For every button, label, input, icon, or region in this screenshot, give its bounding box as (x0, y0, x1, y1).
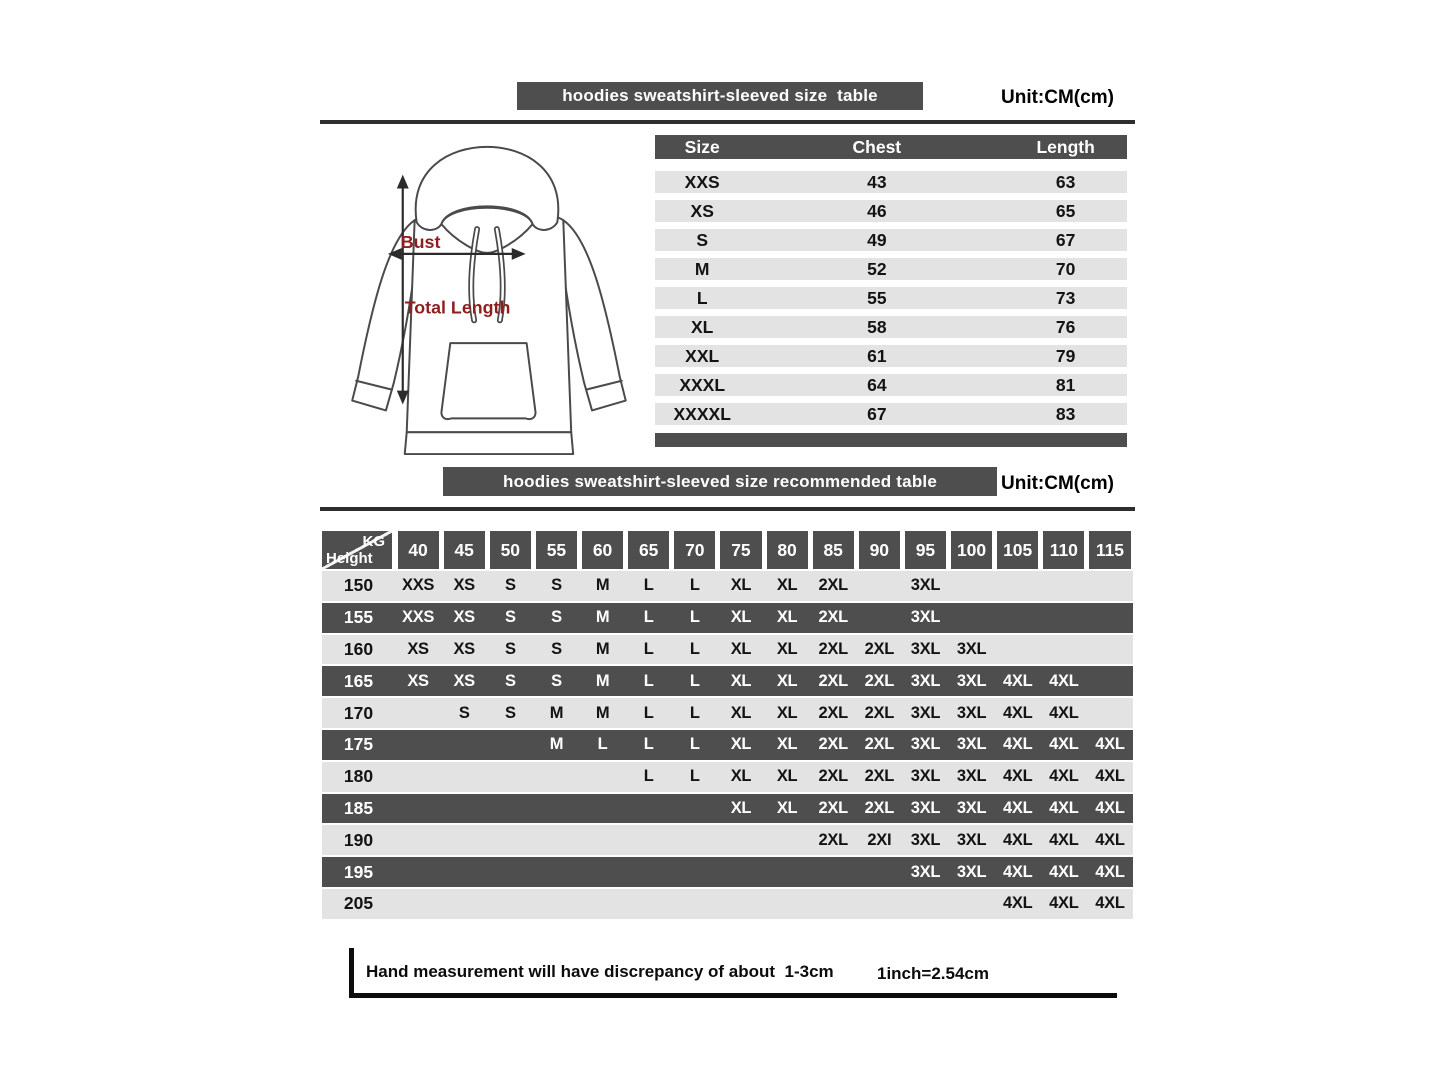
size-table-cell-chest: 49 (867, 229, 887, 250)
matrix-size-cell: XL (776, 735, 798, 754)
size-table-cell-size: S (696, 229, 709, 250)
matrix-weight-cell (902, 531, 948, 569)
kg-label: KG (362, 533, 385, 550)
size-table-row (655, 345, 1127, 367)
matrix-size-cell: 4XL (1003, 862, 1033, 881)
matrix-size-cell: XL (730, 703, 752, 722)
matrix-size-cell: XXS (402, 576, 435, 595)
matrix-size-cell: M (549, 735, 564, 754)
size-table-cell-length: 67 (1055, 229, 1076, 250)
matrix-size-cell: XL (776, 576, 798, 595)
matrix-size-cell: S (458, 703, 470, 722)
size-table-row (655, 403, 1127, 425)
size-table-cell-chest: 67 (867, 403, 887, 424)
matrix-height-cell: 150 (343, 575, 374, 596)
matrix-size-cell: 4XL (1095, 830, 1125, 849)
matrix-size-cell: 4XL (1049, 767, 1079, 786)
size-table-title: hoodies sweatshirt-sleeved size table (562, 86, 878, 105)
matrix-size-cell: 2XL (864, 798, 894, 817)
matrix-size-cell: S (551, 639, 562, 658)
matrix-size-cell: 3XL (956, 735, 987, 754)
matrix-weight-cell (718, 531, 764, 569)
matrix-size-cell: 4XL (1049, 703, 1079, 722)
matrix-size-cell: 2XL (864, 639, 894, 658)
size-table-cell-length: 79 (1055, 345, 1076, 366)
size-table-cell-chest: 46 (867, 200, 887, 221)
size-table-cell-length: 81 (1055, 374, 1076, 395)
matrix-weight-value: 90 (859, 531, 900, 569)
matrix-weight-cell (487, 531, 533, 569)
matrix-size-cell: 4XL (1049, 862, 1079, 881)
matrix-size-cell: S (551, 576, 562, 595)
matrix-size-cell: 3XL (956, 862, 987, 881)
matrix-weight-cell (1041, 531, 1087, 569)
matrix-size-cell: 2XL (818, 671, 848, 690)
matrix-size-cell: 2XI (867, 830, 892, 849)
unit-label-top: Unit:CM(cm) (1001, 87, 1114, 108)
height-label: Height (326, 550, 373, 567)
matrix-size-cell: XL (776, 703, 798, 722)
unit-label-bottom: Unit:CM(cm) (1001, 473, 1114, 494)
size-table-cell-size: M (694, 258, 710, 279)
matrix-weight-cell (441, 531, 487, 569)
matrix-size-cell: L (689, 735, 700, 754)
recommended-table-title: hoodies sweatshirt-sleeved size recommended table (502, 471, 937, 491)
matrix-weight-cell (626, 531, 672, 569)
footnote-vertical-line (349, 948, 354, 998)
matrix-size-cell: 2XL (818, 703, 848, 722)
matrix-weight-value: 75 (720, 531, 761, 569)
matrix-weight-cell (856, 531, 902, 569)
matrix-size-cell: 3XL (910, 703, 941, 722)
matrix-weight-value: 110 (1043, 531, 1084, 569)
hoodie-diagram (330, 133, 640, 460)
size-table-row (655, 171, 1127, 193)
matrix-size-cell: 4XL (1003, 703, 1033, 722)
matrix-row (322, 666, 1133, 696)
size-table-cell-length: 83 (1055, 403, 1076, 424)
matrix-size-cell: XL (776, 767, 798, 786)
matrix-size-cell: XL (730, 576, 752, 595)
matrix-size-cell: 3XL (956, 671, 987, 690)
matrix-size-cell: 2XL (818, 576, 848, 595)
matrix-size-cell: XXS (402, 608, 435, 627)
matrix-size-cell: XS (407, 639, 429, 658)
matrix-weight-cell (764, 531, 810, 569)
size-table-cell-length: 76 (1055, 316, 1076, 337)
matrix-size-cell: 3XL (910, 798, 941, 817)
matrix-weight-value: 45 (444, 531, 485, 569)
size-table-cell-size: XXXL (679, 374, 726, 395)
matrix-size-cell: S (504, 608, 516, 627)
matrix-weight-cell (1087, 531, 1133, 569)
size-table-body (655, 171, 1127, 425)
matrix-size-cell: 4XL (1095, 862, 1125, 881)
size-table-cell-length: 63 (1055, 171, 1076, 192)
size-table-cell-size: XXS (684, 171, 720, 192)
matrix-weight-value: 65 (628, 531, 669, 569)
matrix-row (322, 794, 1133, 824)
matrix-size-cell: 2XL (818, 830, 848, 849)
size-table-row (655, 316, 1127, 338)
matrix-size-cell: 2XL (818, 767, 848, 786)
matrix-size-cell: 4XL (1003, 798, 1033, 817)
matrix-height-cell: 185 (343, 797, 374, 818)
matrix-weight-cell (810, 531, 856, 569)
size-table-cell-chest: 55 (867, 287, 887, 308)
matrix-size-cell: M (549, 703, 564, 722)
matrix-size-cell: L (643, 576, 654, 595)
size-table-header (655, 135, 1127, 159)
matrix-size-cell: 2XL (818, 798, 848, 817)
matrix-row (322, 603, 1133, 633)
inch-conversion-note: 1inch=2.54cm (877, 964, 989, 983)
matrix-size-cell: L (643, 767, 654, 786)
divider-bottom (320, 507, 1135, 511)
matrix-weight-value: 100 (951, 531, 992, 569)
matrix-weight-cell (533, 531, 579, 569)
matrix-size-cell: 4XL (1003, 671, 1033, 690)
matrix-size-cell: S (504, 671, 516, 690)
matrix-weight-value: 85 (813, 531, 854, 569)
matrix-height-cell: 190 (343, 829, 374, 850)
matrix-height-cell: 170 (343, 702, 374, 723)
matrix-row (322, 857, 1133, 887)
matrix-size-cell: XL (730, 608, 752, 627)
matrix-row (322, 889, 1133, 919)
matrix-size-cell: XL (730, 798, 752, 817)
matrix-height-cell: 195 (343, 861, 374, 882)
matrix-weight-value: 60 (582, 531, 623, 569)
matrix-size-cell: 4XL (1049, 830, 1079, 849)
matrix-size-cell: L (643, 703, 654, 722)
matrix-row (322, 635, 1133, 665)
matrix-size-cell: XL (730, 671, 752, 690)
matrix-row (322, 762, 1133, 792)
matrix-size-cell: 3XL (956, 703, 987, 722)
matrix-corner-cell (322, 531, 395, 569)
matrix-weight-value: 40 (398, 531, 439, 569)
size-table-cell-length: 70 (1055, 258, 1076, 279)
matrix-size-cell: XS (407, 671, 429, 690)
matrix-header-row (322, 531, 1133, 569)
matrix-weight-value: 50 (490, 531, 531, 569)
matrix-height-cell: 160 (343, 638, 374, 659)
matrix-row (322, 825, 1133, 855)
size-table-row (655, 200, 1127, 222)
matrix-height-cell: 205 (343, 893, 374, 914)
matrix-size-cell: 3XL (910, 767, 941, 786)
matrix-height-cell: 155 (343, 607, 374, 628)
recommended-table (322, 531, 1133, 919)
matrix-size-cell: 4XL (1049, 671, 1079, 690)
matrix-size-cell: 3XL (956, 830, 987, 849)
matrix-size-cell: XL (776, 608, 798, 627)
matrix-size-cell: 3XL (956, 767, 987, 786)
size-table-header-chest: Chest (852, 136, 902, 157)
matrix-weight-value: 55 (536, 531, 577, 569)
divider-top (320, 120, 1135, 124)
size-table-cell-chest: 58 (867, 316, 887, 337)
matrix-weight-value: 70 (674, 531, 715, 569)
matrix-height-cell: 175 (343, 734, 374, 755)
matrix-size-cell: L (643, 671, 654, 690)
matrix-size-cell: 4XL (1095, 767, 1125, 786)
matrix-size-cell: 3XL (910, 830, 941, 849)
matrix-size-cell: 2XL (864, 703, 894, 722)
matrix-size-cell: S (504, 576, 516, 595)
matrix-size-cell: M (595, 576, 610, 595)
matrix-size-cell: 4XL (1049, 798, 1079, 817)
matrix-row (322, 698, 1133, 728)
matrix-height-cell: 180 (343, 766, 374, 787)
size-table-cell-length: 65 (1055, 200, 1076, 221)
size-table-cell-chest: 52 (867, 258, 887, 279)
size-table-row (655, 287, 1127, 309)
matrix-size-cell: XL (776, 639, 798, 658)
matrix-size-cell: S (551, 671, 562, 690)
matrix-size-cell: 3XL (910, 862, 941, 881)
matrix-size-cell: L (689, 576, 700, 595)
size-table-cell-length: 73 (1055, 287, 1076, 308)
matrix-size-cell: L (643, 639, 654, 658)
matrix-size-cell: 3XL (910, 576, 941, 595)
size-table-cell-size: L (696, 287, 708, 308)
size-table-row (655, 374, 1127, 396)
matrix-size-cell: 2XL (864, 735, 894, 754)
matrix-size-cell: 3XL (910, 608, 941, 627)
matrix-size-cell: 4XL (1049, 735, 1079, 754)
matrix-size-cell: XL (776, 798, 798, 817)
matrix-size-cell: XS (453, 576, 475, 595)
size-table-row (655, 258, 1127, 280)
size-table-header-size: Size (684, 136, 720, 157)
size-table (655, 135, 1127, 447)
matrix-size-cell: XL (730, 735, 752, 754)
matrix-size-cell: M (595, 671, 610, 690)
matrix-size-cell: 2XL (864, 767, 894, 786)
size-table-cell-size: XL (691, 316, 714, 337)
matrix-size-cell: 4XL (1003, 735, 1033, 754)
matrix-size-cell: XS (453, 639, 475, 658)
size-table-cell-size: XXL (685, 345, 720, 366)
matrix-size-cell: L (689, 671, 700, 690)
matrix-size-cell: 2XL (864, 671, 894, 690)
matrix-body (322, 571, 1133, 919)
matrix-weight-cell (395, 531, 441, 569)
size-table-footer-bar (655, 433, 1127, 447)
size-table-cell-size: XXXXL (673, 403, 731, 424)
size-table-title-bar (517, 82, 923, 110)
matrix-weight-value: 80 (767, 531, 808, 569)
kg-height-corner (322, 531, 392, 569)
matrix-size-cell: 4XL (1095, 798, 1125, 817)
size-table-cell-chest: 43 (867, 171, 887, 192)
size-table-cell-chest: 61 (867, 345, 887, 366)
matrix-weight-cell (949, 531, 995, 569)
total-length-label: Total Length (404, 297, 511, 318)
matrix-size-cell: 4XL (1095, 894, 1125, 913)
matrix-size-cell: S (504, 639, 516, 658)
matrix-size-cell: 4XL (1003, 894, 1033, 913)
matrix-size-cell: XL (730, 767, 752, 786)
matrix-size-cell: XL (776, 671, 798, 690)
matrix-size-cell: S (551, 608, 562, 627)
matrix-size-cell: L (643, 608, 654, 627)
size-table-row (655, 229, 1127, 251)
matrix-size-cell: M (595, 608, 610, 627)
matrix-size-cell: 4XL (1049, 894, 1079, 913)
size-table-cell-size: XS (690, 200, 714, 221)
matrix-size-cell: 4XL (1095, 735, 1125, 754)
matrix-size-cell: 2XL (818, 735, 848, 754)
matrix-weight-value: 95 (905, 531, 946, 569)
footnote-horizontal-line (349, 993, 1117, 998)
measurement-note: Hand measurement will have discrepancy of about 1-3cm (366, 962, 834, 981)
matrix-size-cell: M (595, 639, 610, 658)
matrix-size-cell: XS (453, 608, 475, 627)
matrix-weight-value: 115 (1089, 531, 1130, 569)
matrix-size-cell: L (689, 703, 700, 722)
matrix-size-cell: 2XL (818, 639, 848, 658)
matrix-height-cell: 165 (343, 670, 374, 691)
matrix-size-cell: 4XL (1003, 767, 1033, 786)
size-table-cell-chest: 64 (867, 374, 887, 395)
matrix-size-cell: 3XL (956, 798, 987, 817)
matrix-weight-cell (580, 531, 626, 569)
matrix-weight-value: 105 (997, 531, 1038, 569)
matrix-weight-cell (995, 531, 1041, 569)
matrix-size-cell: 4XL (1003, 830, 1033, 849)
matrix-size-cell: 3XL (910, 639, 941, 658)
recommended-table-title-bar (443, 467, 997, 496)
matrix-size-cell: 2XL (818, 608, 848, 627)
matrix-size-cell: 3XL (910, 735, 941, 754)
matrix-size-cell: L (689, 767, 700, 786)
matrix-size-cell: L (643, 735, 654, 754)
matrix-size-cell: L (689, 608, 700, 627)
matrix-size-cell: XL (730, 639, 752, 658)
matrix-weight-cell (672, 531, 718, 569)
bust-label: Bust (400, 231, 441, 252)
matrix-size-cell: L (597, 735, 608, 754)
matrix-size-cell: 3XL (910, 671, 941, 690)
matrix-size-cell: L (689, 639, 700, 658)
matrix-row (322, 730, 1133, 760)
size-table-header-length: Length (1036, 136, 1095, 157)
matrix-row (322, 571, 1133, 601)
matrix-size-cell: 3XL (956, 639, 987, 658)
matrix-size-cell: S (504, 703, 516, 722)
matrix-size-cell: M (595, 703, 610, 722)
matrix-size-cell: XS (453, 671, 475, 690)
